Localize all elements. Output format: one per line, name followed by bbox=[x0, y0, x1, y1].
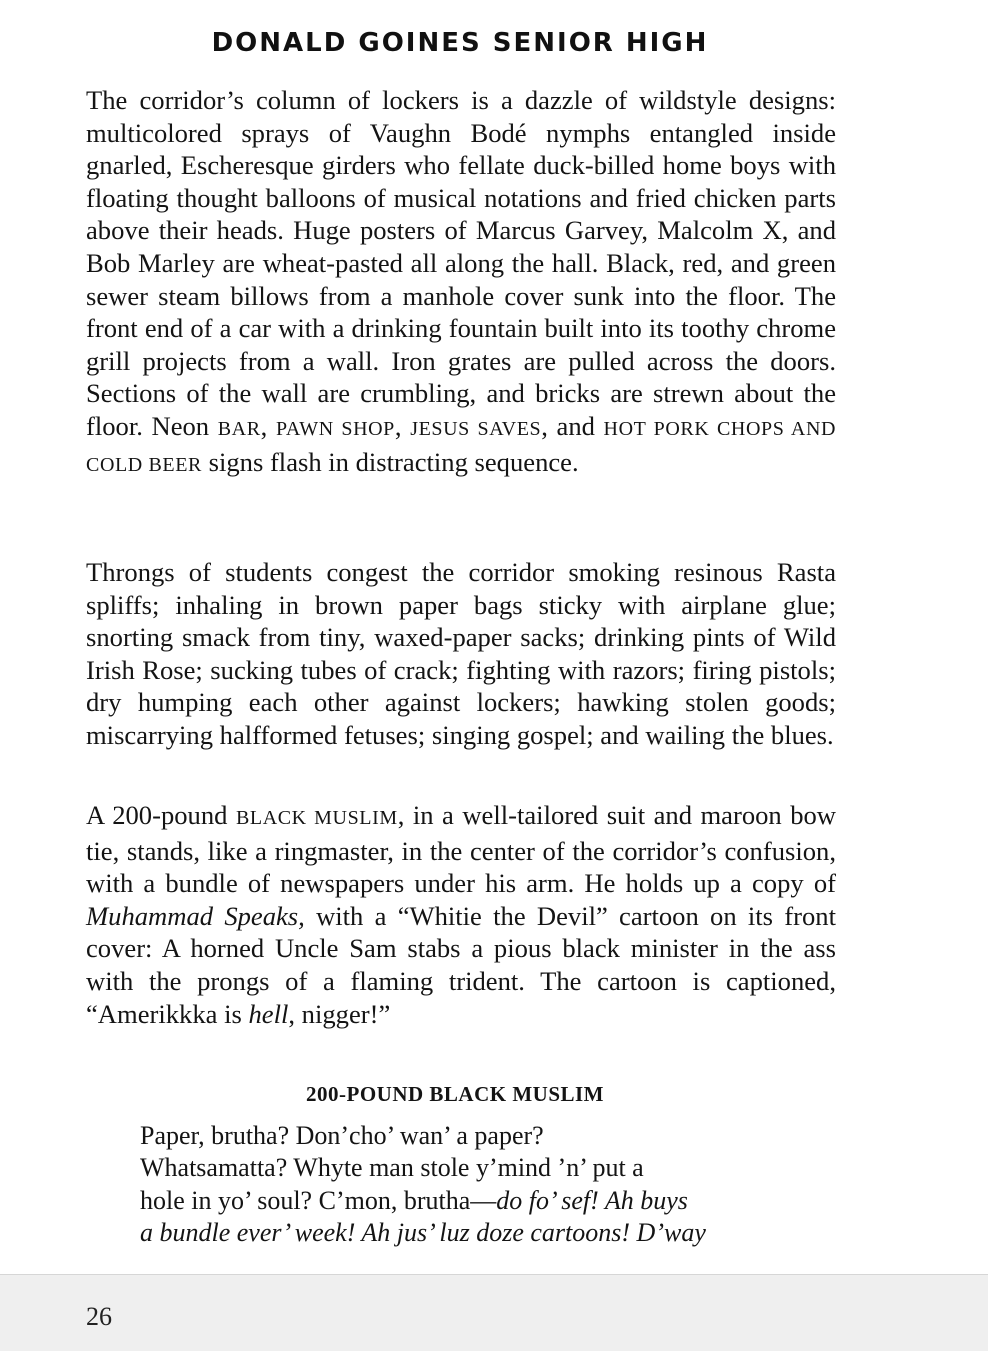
paragraph-corridor bbox=[86, 84, 836, 481]
neon-sign-pawn-shop: PAWN SHOP bbox=[275, 417, 395, 440]
emphasis-text: hell bbox=[248, 998, 289, 1029]
speaker-heading: 200-POUND BLACK MUSLIM bbox=[306, 1082, 604, 1106]
paragraph-students: Throngs of students congest the corridor smoking resinous Rasta spliffs; inhaling in brown paper bags sticky with airplane glue; snorting smack from tiny, waxed-paper sacks; drinking pints of Wild Irish Rose; sucking tubes of crack; fighting with razors; firing pistols; dry humping each other against lockers; hawking stolen goods; miscarrying halfformed fetuses; singing gospel; and wailing the blues. bbox=[86, 557, 836, 750]
paragraph-black-muslim bbox=[86, 799, 836, 1030]
publication-title: Muhammad Speaks, bbox=[86, 900, 305, 931]
dialogue-block bbox=[140, 1120, 840, 1250]
paragraph-text: with a “Whitie the Devil” cartoon on its front cover: A horned Uncle Sam stabs a pious black minister in the ass with the prongs of a flaming trident. The cartoon is captioned, “Amerikkka is bbox=[86, 900, 836, 1029]
dialogue-italic-text: a bundle ever’ week! Ah jus’ luz doze cartoons! D’way bbox=[140, 1218, 706, 1248]
neon-sign-bar: BAR bbox=[217, 417, 261, 440]
dialogue-line: Paper, brutha? Don’cho’ wan’ a paper? bbox=[140, 1121, 544, 1150]
page-number: 26 bbox=[86, 1302, 112, 1331]
running-header-title: DONALD GOINES SENIOR HIGH bbox=[211, 28, 709, 58]
paragraph-text: , in a well-tailored suit and maroon bow tie, stands, like a ringmaster, in the center of the corridor’s confusion, with a bundle of newspapers under his arm. He holds up a copy of bbox=[86, 800, 836, 899]
reader-footer-bar bbox=[0, 1274, 988, 1351]
dialogue-line bbox=[140, 1185, 840, 1217]
paragraph-text: A 200-pound bbox=[86, 800, 236, 830]
dialogue-text: hole in yo’ soul? C’mon, brutha— bbox=[140, 1185, 497, 1215]
dialogue-italic-text: do fo’ sef! Ah buys bbox=[496, 1185, 688, 1215]
dialogue-line bbox=[140, 1217, 840, 1249]
paragraph-text: , nigger!” bbox=[288, 998, 391, 1029]
character-name: BLACK MUSLIM bbox=[235, 807, 398, 829]
paragraph-text: The corridor’s column of lockers is a dazzle of wildstyle designs: multicolored sprays of Vaughn Bodé nymphs entangled inside gnarled, Escheresque girders who fellate duck-billed home boys with floating thought balloons of musical notations and fried chicken parts above their heads. Huge posters of Marcus Garvey, Malcolm X, and Bob Marley are wheat-pasted all along the hall. Black, red, and green sewer steam billows from a manhole cover sunk into the floor. The front end of a car with a drinking fountain built into its toothy chrome grill projects from a wall. Iron grates are pulled across the doors. Sections of the wall are crumbling, and bricks are strewn about the floor. Neon bbox=[86, 85, 836, 441]
paragraph-text: signs flash in distracting sequence. bbox=[201, 446, 579, 477]
separator: , bbox=[260, 410, 276, 441]
dialogue-line: Whatsamatta? Whyte man stole y’mind ’n’ put a bbox=[140, 1153, 644, 1183]
neon-sign-hot-pork-chops: HOT PORK CHOPS AND COLD BEER bbox=[86, 417, 837, 476]
neon-sign-jesus-saves: JESUS SAVES bbox=[410, 417, 542, 440]
separator: , and bbox=[541, 410, 604, 441]
separator: , bbox=[394, 410, 411, 441]
